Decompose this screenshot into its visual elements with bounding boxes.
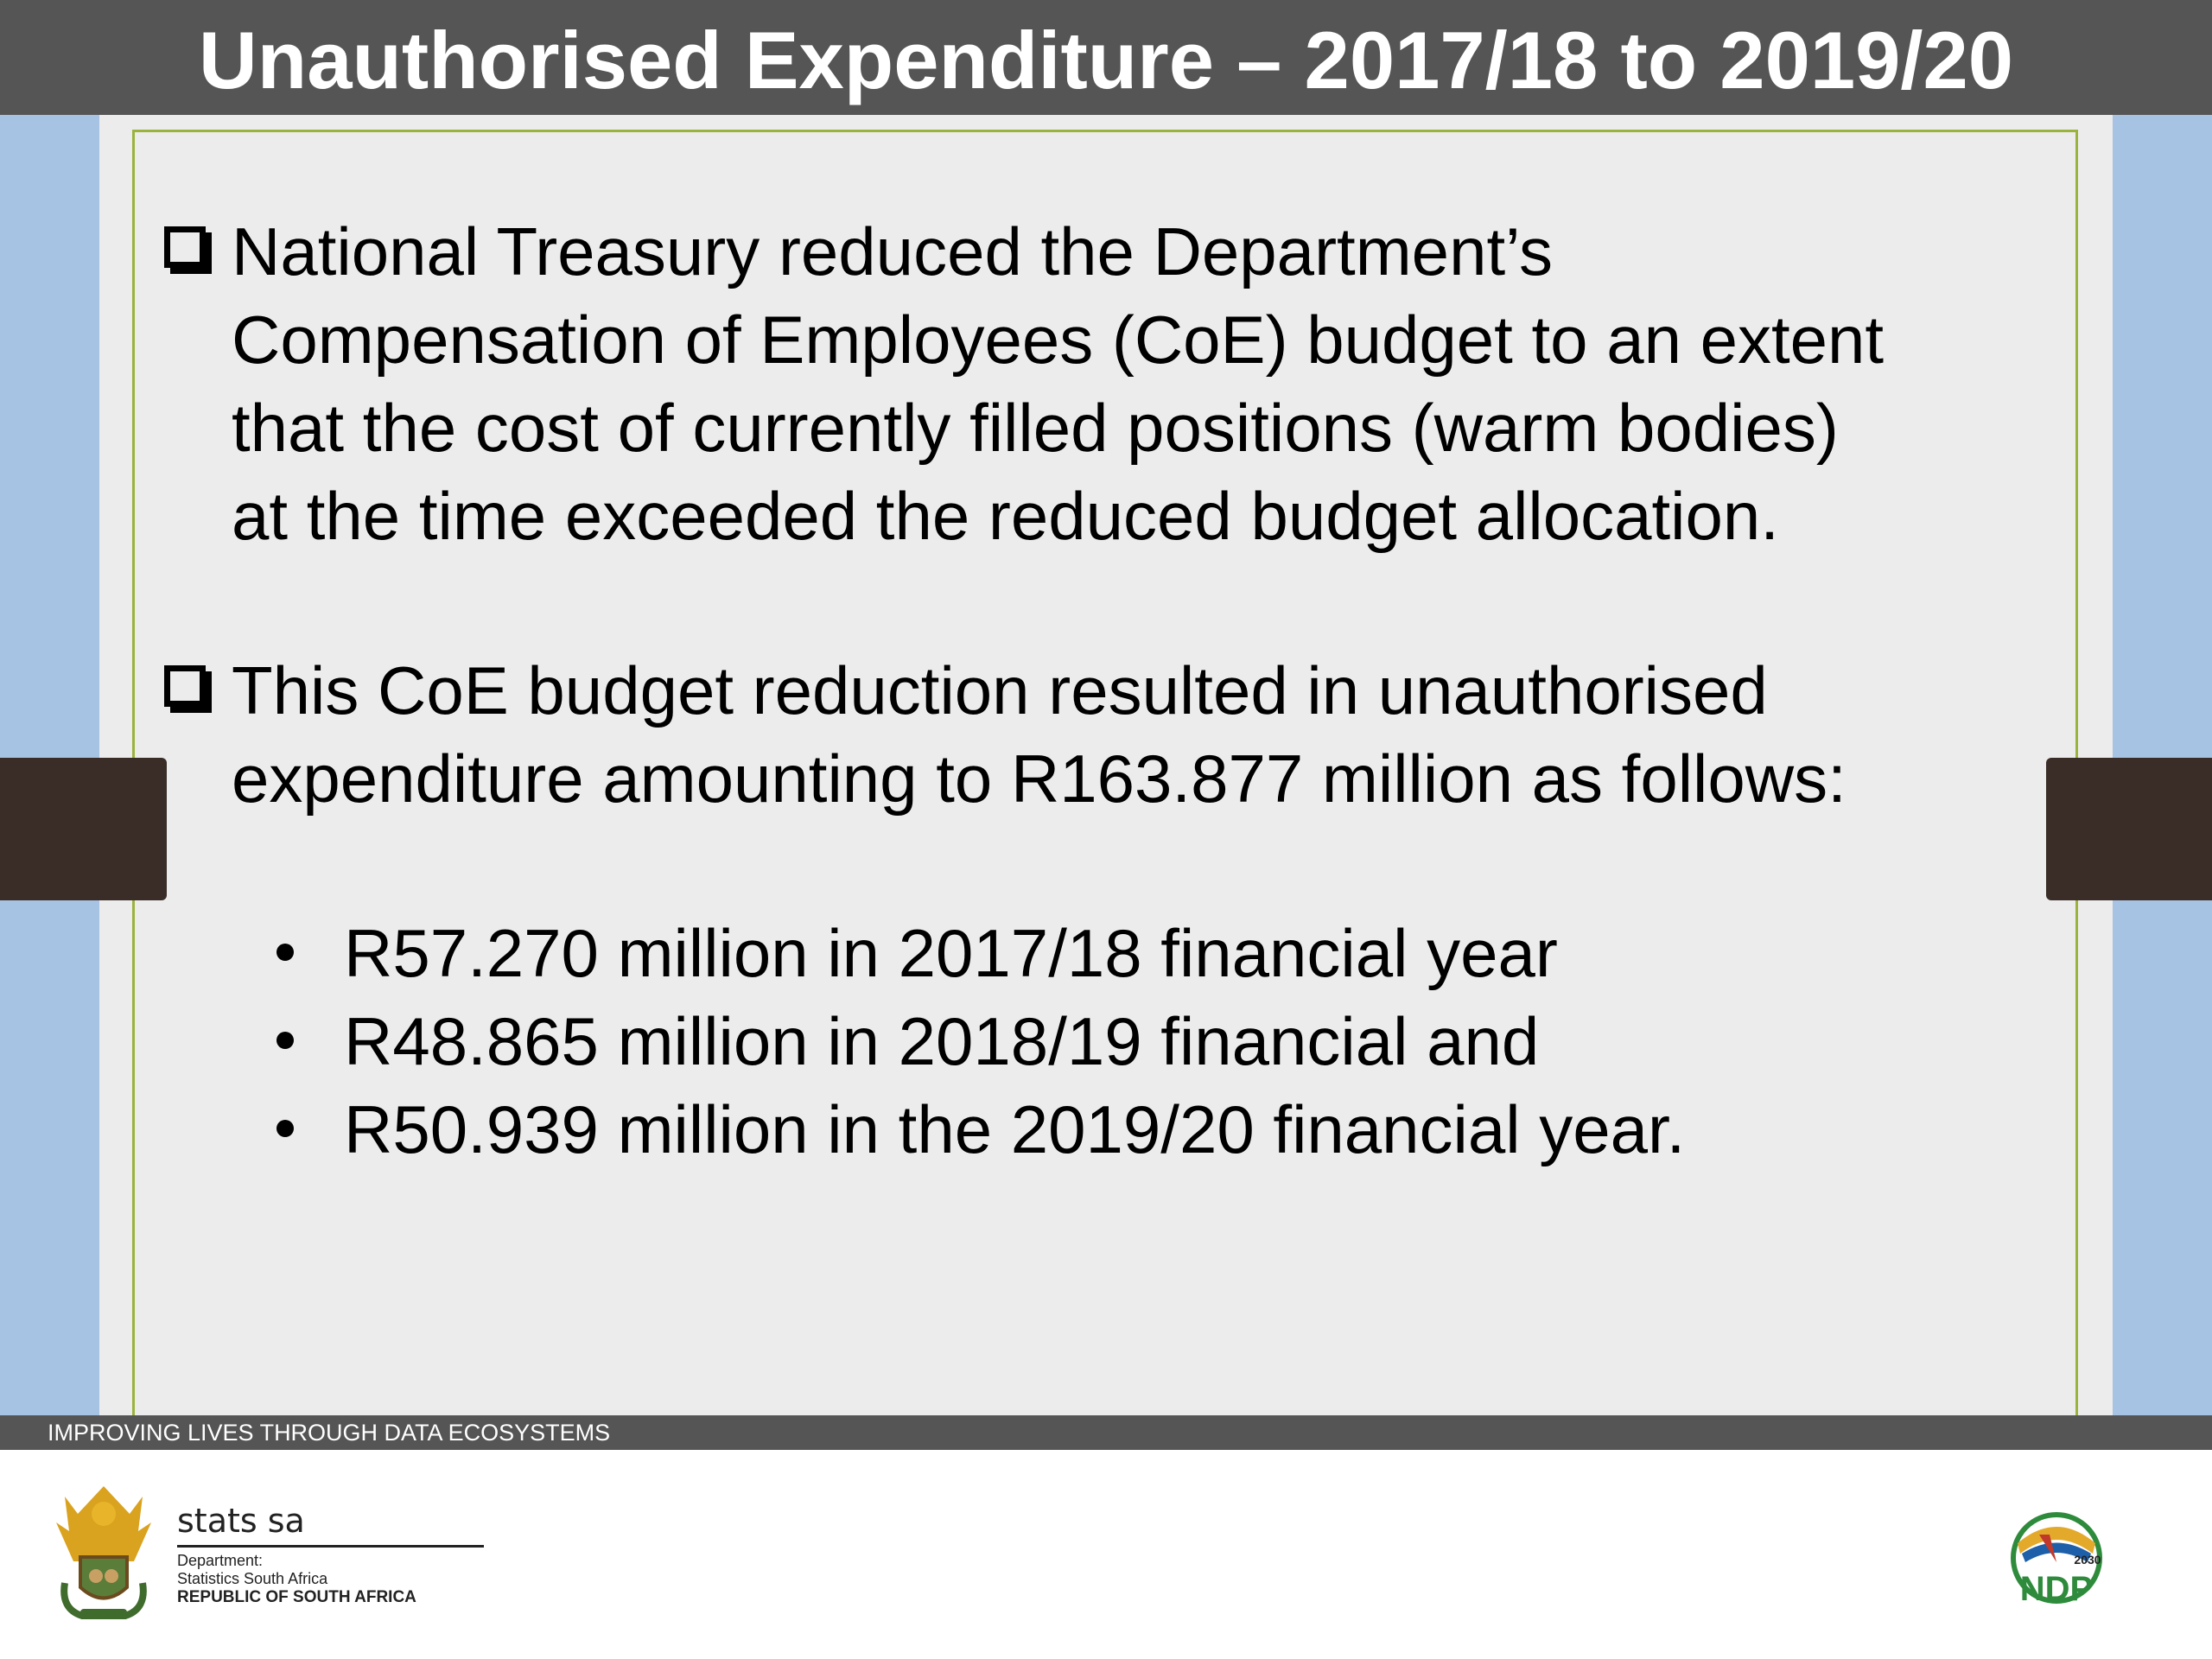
paragraph-1-line: that the cost of currently filled positions (warm bodies) xyxy=(232,390,1839,466)
republic-label: REPUBLIC OF SOUTH AFRICA xyxy=(177,1588,416,1606)
expenditure-list xyxy=(164,909,2065,1173)
bullet-icon xyxy=(276,1120,294,1137)
bullet-icon xyxy=(276,1032,294,1049)
checkbox-square-icon xyxy=(164,665,206,707)
paragraph-2-line: expenditure amounting to R163.877 million as follows: xyxy=(232,741,1847,817)
paragraph-2-line: This CoE budget reduction resulted in unauthorised xyxy=(232,652,1768,728)
bullet-icon xyxy=(276,944,294,961)
paragraph-1 xyxy=(164,207,2065,560)
department-text xyxy=(177,1552,416,1606)
slide-content xyxy=(164,207,2065,1173)
slide-title: Unauthorised Expenditure – 2017/18 to 2019/20 xyxy=(198,15,2014,105)
right-strap xyxy=(2046,758,2212,900)
paragraph-1-line: at the time exceeded the reduced budget allocation. xyxy=(232,478,1779,554)
stats-sa-logo xyxy=(48,1479,497,1635)
paragraph-2 xyxy=(164,646,2065,823)
ndp-year: 2030 xyxy=(2074,1553,2101,1567)
ndp-2030-logo-icon xyxy=(1996,1510,2117,1614)
org-name: stats sa xyxy=(177,1502,305,1540)
footer-tagline: IMPROVING LIVES THROUGH DATA ECOSYSTEMS xyxy=(48,1420,611,1446)
paragraph-1-line: Compensation of Employees (CoE) budget to an extent xyxy=(232,302,1885,378)
ndp-label: NDP xyxy=(2019,1570,2094,1608)
paragraph-1-line: National Treasury reduced the Department’s xyxy=(232,213,1554,289)
department-label: Department: xyxy=(177,1552,264,1569)
list-item-text: R50.939 million in the 2019/20 financial year. xyxy=(344,1091,1686,1167)
checkbox-square-icon xyxy=(164,226,206,268)
left-strap xyxy=(0,758,167,900)
coat-of-arms-icon xyxy=(48,1479,160,1626)
department-name: Statistics South Africa xyxy=(177,1570,328,1587)
list-item xyxy=(344,1085,2065,1173)
org-divider xyxy=(177,1545,484,1548)
list-item-text: R48.865 million in 2018/19 financial and xyxy=(344,1003,1540,1079)
list-item xyxy=(344,909,2065,997)
list-item xyxy=(344,997,2065,1085)
list-item-text: R57.270 million in 2017/18 financial year xyxy=(344,915,1558,991)
